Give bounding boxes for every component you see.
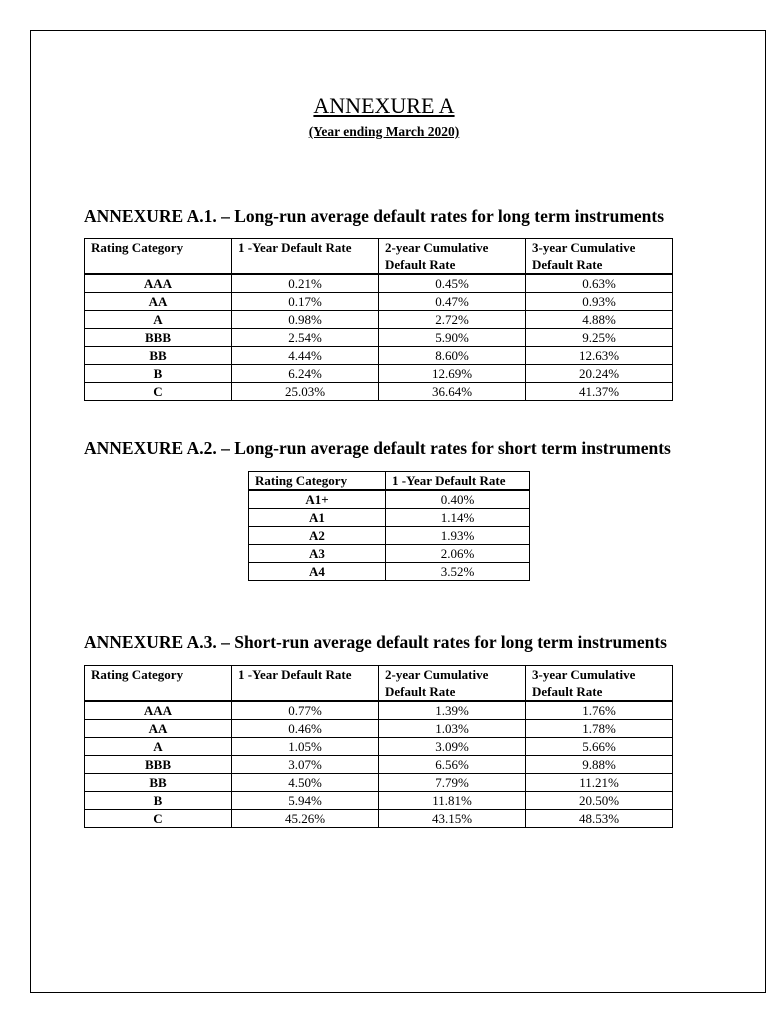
- table-a1-long-run-long-term: [84, 238, 673, 401]
- section-heading-a3: ANNEXURE A.3. – Short-run average default rates for long term instruments: [84, 632, 667, 652]
- col-header-3-year: 3-year Cumulative Default Rate: [526, 239, 673, 275]
- document-subtitle: (Year ending March 2020): [308, 124, 460, 139]
- rating-cell: A: [85, 738, 232, 756]
- value-cell: 3.09%: [379, 738, 526, 756]
- value-cell: 0.21%: [232, 274, 379, 293]
- value-cell: 1.14%: [386, 509, 530, 527]
- value-cell: 2.72%: [379, 311, 526, 329]
- value-cell: 9.88%: [526, 756, 673, 774]
- rating-cell: A1+: [249, 490, 386, 509]
- table-row: [85, 701, 673, 720]
- value-cell: 45.26%: [232, 810, 379, 828]
- rating-cell: AAA: [85, 274, 232, 293]
- value-cell: 0.45%: [379, 274, 526, 293]
- value-cell: 1.03%: [379, 720, 526, 738]
- rating-cell: BBB: [85, 756, 232, 774]
- value-cell: 1.76%: [526, 701, 673, 720]
- value-cell: 5.94%: [232, 792, 379, 810]
- col-header-rating-category: Rating Category: [85, 666, 232, 702]
- value-cell: 9.25%: [526, 329, 673, 347]
- rating-cell: A1: [249, 509, 386, 527]
- col-header-rating-category: Rating Category: [85, 239, 232, 275]
- col-header-2-year: 2-year Cumulative Default Rate: [379, 666, 526, 702]
- table-row: [85, 756, 673, 774]
- table-row: [85, 720, 673, 738]
- section-heading-a1: ANNEXURE A.1. – Long-run average default rates for long term instruments: [84, 206, 665, 226]
- rating-cell: AA: [85, 293, 232, 311]
- value-cell: 0.17%: [232, 293, 379, 311]
- value-cell: 0.98%: [232, 311, 379, 329]
- value-cell: 1.39%: [379, 701, 526, 720]
- table-row: [249, 563, 530, 581]
- table-row: [85, 810, 673, 828]
- value-cell: 2.54%: [232, 329, 379, 347]
- col-header-rating-category: Rating Category: [249, 472, 386, 491]
- table-row: [85, 311, 673, 329]
- value-cell: 12.63%: [526, 347, 673, 365]
- col-header-1-year: 1 -Year Default Rate: [386, 472, 530, 491]
- value-cell: 0.47%: [379, 293, 526, 311]
- value-cell: 12.69%: [379, 365, 526, 383]
- value-cell: 4.50%: [232, 774, 379, 792]
- value-cell: 4.88%: [526, 311, 673, 329]
- rating-cell: C: [85, 383, 232, 401]
- value-cell: 20.50%: [526, 792, 673, 810]
- table-row: [85, 293, 673, 311]
- value-cell: 3.07%: [232, 756, 379, 774]
- value-cell: 20.24%: [526, 365, 673, 383]
- value-cell: 5.66%: [526, 738, 673, 756]
- section-heading-a2: ANNEXURE A.2. – Long-run average default rates for short term instruments: [84, 438, 671, 458]
- value-cell: 0.46%: [232, 720, 379, 738]
- rating-cell: AAA: [85, 701, 232, 720]
- col-header-1-year: 1 -Year Default Rate: [232, 239, 379, 275]
- rating-cell: BB: [85, 347, 232, 365]
- value-cell: 1.78%: [526, 720, 673, 738]
- value-cell: 6.24%: [232, 365, 379, 383]
- rating-cell: AA: [85, 720, 232, 738]
- table-row: [249, 545, 530, 563]
- table-row: [249, 527, 530, 545]
- col-header-3-year: 3-year Cumulative Default Rate: [526, 666, 673, 702]
- table-row: [85, 365, 673, 383]
- value-cell: 3.52%: [386, 563, 530, 581]
- col-header-1-year: 1 -Year Default Rate: [232, 666, 379, 702]
- rating-cell: BBB: [85, 329, 232, 347]
- table-header-row: [85, 666, 673, 702]
- table-a2-long-run-short-term: [248, 471, 530, 581]
- value-cell: 41.37%: [526, 383, 673, 401]
- value-cell: 11.81%: [379, 792, 526, 810]
- value-cell: 1.05%: [232, 738, 379, 756]
- value-cell: 0.63%: [526, 274, 673, 293]
- table-row: [85, 738, 673, 756]
- value-cell: 11.21%: [526, 774, 673, 792]
- value-cell: 4.44%: [232, 347, 379, 365]
- rating-cell: BB: [85, 774, 232, 792]
- table-row: [85, 274, 673, 293]
- table-row: [85, 383, 673, 401]
- value-cell: 0.40%: [386, 490, 530, 509]
- table-row: [85, 329, 673, 347]
- table-row: [85, 347, 673, 365]
- table-row: [85, 774, 673, 792]
- value-cell: 0.93%: [526, 293, 673, 311]
- value-cell: 43.15%: [379, 810, 526, 828]
- value-cell: 2.06%: [386, 545, 530, 563]
- table-row: [249, 490, 530, 509]
- table-a3-short-run-long-term: [84, 665, 673, 828]
- rating-cell: C: [85, 810, 232, 828]
- table-row: [249, 509, 530, 527]
- rating-cell: B: [85, 792, 232, 810]
- value-cell: 1.93%: [386, 527, 530, 545]
- table-header-row: [249, 472, 530, 491]
- value-cell: 7.79%: [379, 774, 526, 792]
- table-header-row: [85, 239, 673, 275]
- rating-cell: A4: [249, 563, 386, 581]
- rating-cell: B: [85, 365, 232, 383]
- table-row: [85, 792, 673, 810]
- value-cell: 36.64%: [379, 383, 526, 401]
- value-cell: 25.03%: [232, 383, 379, 401]
- value-cell: 8.60%: [379, 347, 526, 365]
- value-cell: 5.90%: [379, 329, 526, 347]
- value-cell: 48.53%: [526, 810, 673, 828]
- rating-cell: A: [85, 311, 232, 329]
- value-cell: 6.56%: [379, 756, 526, 774]
- document-title: ANNEXURE A: [313, 93, 455, 118]
- col-header-2-year: 2-year Cumulative Default Rate: [379, 239, 526, 275]
- value-cell: 0.77%: [232, 701, 379, 720]
- rating-cell: A2: [249, 527, 386, 545]
- rating-cell: A3: [249, 545, 386, 563]
